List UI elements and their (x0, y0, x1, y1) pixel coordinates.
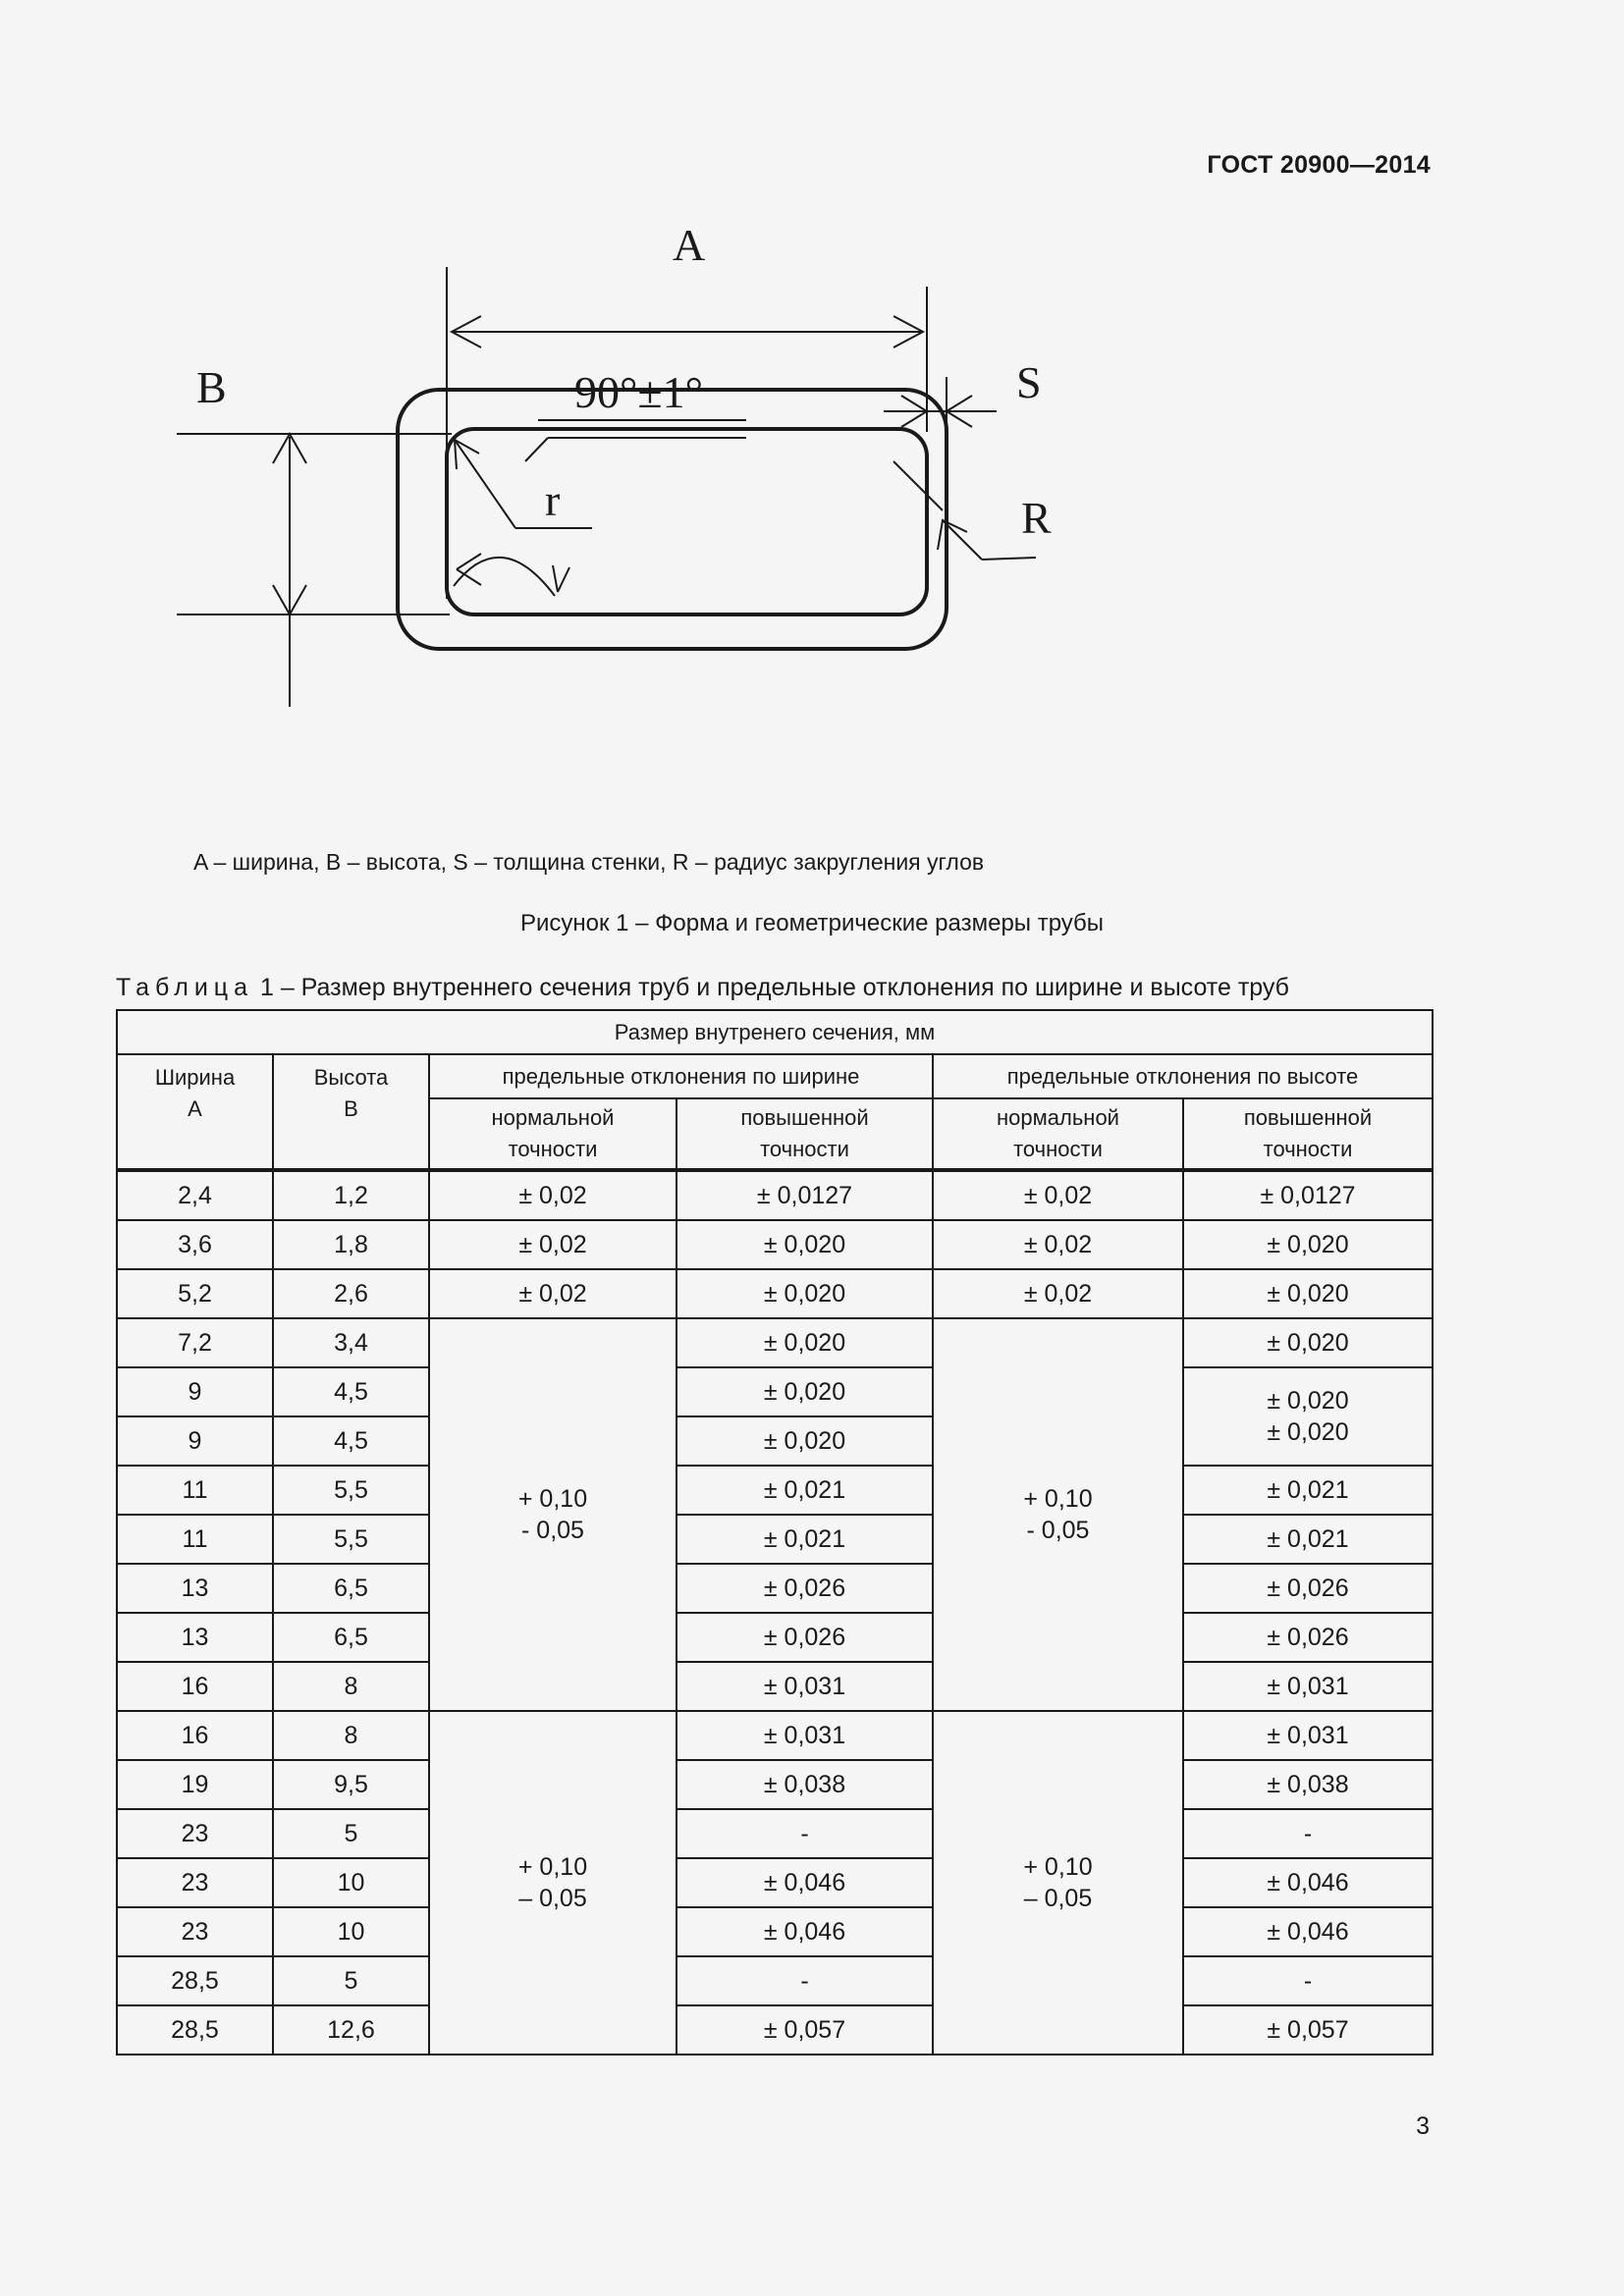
header-height-normal: нормальной точности (933, 1098, 1183, 1170)
cell-width-high: ± 0,0127 (677, 1170, 933, 1220)
table-row (117, 1662, 1433, 1711)
cell-width: 11 (117, 1466, 273, 1515)
cell-width-high: - (677, 1809, 933, 1858)
label-S: S (1016, 357, 1042, 407)
cell-height-high: ± 0,038 (1183, 1760, 1433, 1809)
table-title (116, 974, 1289, 1002)
tube-drawing (177, 226, 1384, 854)
cell-width-high: ± 0,038 (677, 1760, 933, 1809)
page-number: 3 (1416, 2112, 1430, 2140)
cell-width-high: ± 0,020 (677, 1367, 933, 1416)
table-header-row (117, 1054, 1433, 1098)
header-width-high: повышенной точности (677, 1098, 933, 1170)
cell-width: 7,2 (117, 1318, 273, 1367)
merged-height-normal-group2: + 0,10 – 0,05 (933, 1711, 1183, 2055)
cell-width: 5,2 (117, 1269, 273, 1318)
cell-width: 28,5 (117, 1956, 273, 2005)
cell-width-high: ± 0,046 (677, 1907, 933, 1956)
table-row (117, 2005, 1433, 2055)
label-B: B (196, 362, 227, 412)
cell-height: 9,5 (273, 1760, 429, 1809)
cell-height: 6,5 (273, 1564, 429, 1613)
header-section-size: Размер внутренего сечения, мм (117, 1010, 1433, 1054)
cell-width: 11 (117, 1515, 273, 1564)
cell-height-normal: ± 0,02 (933, 1220, 1183, 1269)
table-header-row (117, 1010, 1433, 1054)
cell-width: 23 (117, 1907, 273, 1956)
cell-width-high: ± 0,026 (677, 1613, 933, 1662)
cell-width-high: ± 0,020 (677, 1318, 933, 1367)
label-R: R (1021, 493, 1052, 543)
merged-width-normal-group2: + 0,10 – 0,05 (429, 1711, 677, 2055)
cell-height-high: ± 0,026 (1183, 1613, 1433, 1662)
cell-width-normal: ± 0,02 (429, 1170, 677, 1220)
cell-height: 8 (273, 1711, 429, 1760)
cell-width-high: - (677, 1956, 933, 2005)
cell-height: 10 (273, 1907, 429, 1956)
figure-legend: A – ширина, B – высота, S – толщина стенки, R – радиус закругления углов (193, 849, 985, 875)
cell-height-high: - (1183, 1956, 1433, 2005)
cell-height: 5,5 (273, 1466, 429, 1515)
cell-width: 9 (117, 1416, 273, 1466)
cell-height-high: ± 0,057 (1183, 2005, 1433, 2055)
cell-width-high: ± 0,020 (677, 1220, 933, 1269)
cell-width: 2,4 (117, 1170, 273, 1220)
table-row (117, 1956, 1433, 2005)
cell-width-high: ± 0,031 (677, 1662, 933, 1711)
cell-height: 6,5 (273, 1613, 429, 1662)
cell-width: 13 (117, 1564, 273, 1613)
label-A: A (673, 226, 706, 270)
cell-width-high: ± 0,021 (677, 1466, 933, 1515)
table-row (117, 1515, 1433, 1564)
cell-width: 16 (117, 1711, 273, 1760)
cell-height: 4,5 (273, 1367, 429, 1416)
table-row (117, 1613, 1433, 1662)
cell-height-high: ± 0,020 (1183, 1269, 1433, 1318)
cell-height-high: ± 0,031 (1183, 1662, 1433, 1711)
table-row (117, 1564, 1433, 1613)
tube-cross-section-figure (177, 226, 1384, 854)
cell-height: 4,5 (273, 1416, 429, 1466)
cell-width-high: ± 0,031 (677, 1711, 933, 1760)
cell-width-high: ± 0,021 (677, 1515, 933, 1564)
table-row (117, 1170, 1433, 1220)
cell-height-high: ± 0,020 (1183, 1220, 1433, 1269)
merged-height-normal-group1: + 0,10 - 0,05 (933, 1318, 1183, 1711)
table-row (117, 1809, 1433, 1858)
cell-height-high: ± 0,021 (1183, 1515, 1433, 1564)
dimensions-table (116, 1009, 1434, 2056)
header-dev-width: предельные отклонения по ширине (429, 1054, 933, 1098)
cell-height-high: ± 0,0127 (1183, 1170, 1433, 1220)
cell-height-high: ± 0,021 (1183, 1466, 1433, 1515)
figure-caption: Рисунок 1 – Форма и геометрические размеры трубы (519, 910, 1105, 936)
cell-height: 1,8 (273, 1220, 429, 1269)
cell-width-high: ± 0,026 (677, 1564, 933, 1613)
table-row (117, 1711, 1433, 1760)
header-height: Высота B (273, 1054, 429, 1170)
header-height-high: повышенной точности (1183, 1098, 1433, 1170)
table-title-label: Таблица (116, 974, 254, 1001)
table-row (117, 1466, 1433, 1515)
header-width: Ширина A (117, 1054, 273, 1170)
table-row (117, 1220, 1433, 1269)
cell-width-high: ± 0,046 (677, 1858, 933, 1907)
label-r: r (545, 475, 561, 525)
cell-width: 23 (117, 1809, 273, 1858)
inner-contour (447, 429, 927, 614)
cell-height: 10 (273, 1858, 429, 1907)
table-row (117, 1318, 1433, 1367)
cell-width: 16 (117, 1662, 273, 1711)
standard-header: ГОСТ 20900—2014 (1207, 151, 1431, 179)
cell-height: 3,4 (273, 1318, 429, 1367)
cell-height-high: - (1183, 1809, 1433, 1858)
merged-width-normal-group1: + 0,10 - 0,05 (429, 1318, 677, 1711)
cell-width: 23 (117, 1858, 273, 1907)
table-row (117, 1367, 1433, 1416)
cell-height: 5 (273, 1956, 429, 2005)
cell-height-high: ± 0,046 (1183, 1907, 1433, 1956)
cell-height-high: ± 0,031 (1183, 1711, 1433, 1760)
label-angle: 90°±1° (574, 367, 704, 417)
cell-height: 5,5 (273, 1515, 429, 1564)
cell-height-high: ± 0,046 (1183, 1858, 1433, 1907)
cell-width-high: ± 0,020 (677, 1416, 933, 1466)
table-title-text: 1 – Размер внутреннего сечения труб и предельные отклонения по ширине и высоте труб (253, 974, 1289, 1001)
header-width-normal: нормальной точности (429, 1098, 677, 1170)
cell-height-normal: ± 0,02 (933, 1269, 1183, 1318)
cell-width: 13 (117, 1613, 273, 1662)
cell-height: 8 (273, 1662, 429, 1711)
cell-width-normal: ± 0,02 (429, 1269, 677, 1318)
cell-height: 12,6 (273, 2005, 429, 2055)
cell-width-high: ± 0,057 (677, 2005, 933, 2055)
cell-height-high: ± 0,026 (1183, 1564, 1433, 1613)
cell-height: 2,6 (273, 1269, 429, 1318)
cell-width: 9 (117, 1367, 273, 1416)
cell-height-high: ± 0,020 (1183, 1318, 1433, 1367)
cell-width: 19 (117, 1760, 273, 1809)
cell-height-normal: ± 0,02 (933, 1170, 1183, 1220)
header-dev-height: предельные отклонения по высоте (933, 1054, 1433, 1098)
cell-width: 3,6 (117, 1220, 273, 1269)
cell-height: 5 (273, 1809, 429, 1858)
table-row (117, 1269, 1433, 1318)
table-row (117, 1907, 1433, 1956)
table-row (117, 1760, 1433, 1809)
cell-height-high-merged: ± 0,020 ± 0,020 (1183, 1367, 1433, 1466)
cell-height: 1,2 (273, 1170, 429, 1220)
cell-width: 28,5 (117, 2005, 273, 2055)
table-row (117, 1858, 1433, 1907)
cell-width-high: ± 0,020 (677, 1269, 933, 1318)
cell-width-normal: ± 0,02 (429, 1220, 677, 1269)
